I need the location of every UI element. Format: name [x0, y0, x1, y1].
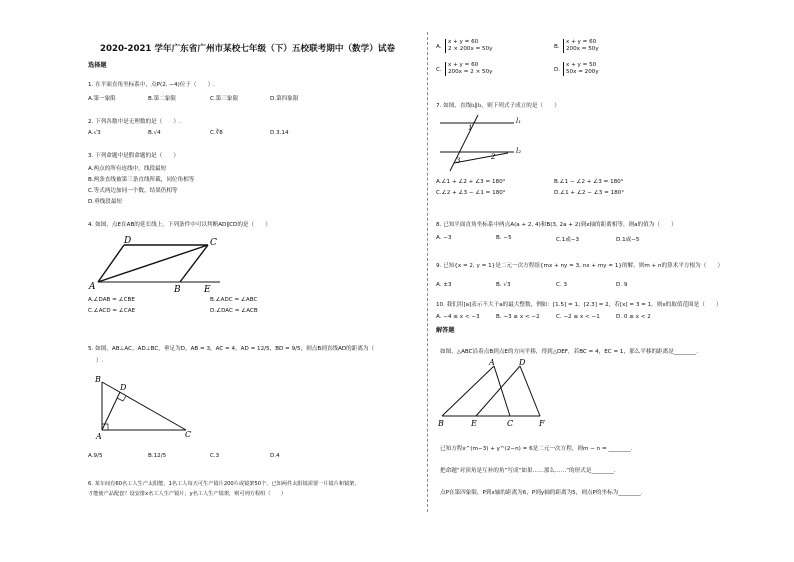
q8-option-b: B. −5 [496, 235, 512, 241]
q6-option-b-letter: B. [554, 44, 560, 50]
q6-c-eq1: x + y = 60 [448, 62, 479, 68]
q6-a-eq2: 2 × 200x = 50y [448, 46, 493, 52]
q3-option-c: C.等式两边加同一个数，结果仍相等 [88, 188, 178, 194]
q2-option-a: A.√3 [88, 130, 101, 136]
q10-option-a: A. −4 ≤ x < −3 [436, 314, 480, 320]
q4-figure [88, 232, 228, 294]
q8-option-c: C.1或−3 [556, 237, 580, 243]
q5-figure [92, 374, 202, 442]
q6-d-eq1: x + y = 50 [566, 62, 597, 68]
q9-option-d: D. 9 [616, 282, 628, 288]
q2-option-c: C.∛8 [210, 130, 223, 136]
q5-label-b: B [95, 375, 101, 384]
q7-label-l2: l₂ [516, 147, 522, 155]
q4-label-a: A [89, 282, 96, 292]
fill1-label-f: F [539, 419, 545, 428]
q6-a-eq1: x + y = 60 [448, 39, 479, 45]
q6-stem: 6. 某车间有60名工人生产太阳能，1名工人每天可生产镜片200片或镜架50个，已知两件太阳镜需要一片镜片和镜架， [88, 481, 360, 487]
q6-b-eq1: x + y = 60 [566, 39, 597, 45]
fill1-label-e: E [471, 419, 477, 428]
q10-stem: 10. 我们用[a]表示不大于a的最大整数，例如：[1.5] = 1，[2.3] = 2，若[x] = 3 = 1，则x的取值范围是（ ） [436, 302, 722, 308]
q4-option-c: C.∠ACD = ∠CAE [88, 308, 136, 314]
fill4-stem: 点P在第四象限，P到x轴的距离为6，P到y轴的距离为5，则点P的坐标为________. [440, 490, 643, 496]
q6-option-c-letter: C. [436, 67, 442, 73]
q6-option-a-letter: A. [436, 44, 442, 50]
fill1-label-c: C [507, 419, 514, 428]
q9-option-b: B. √3 [496, 282, 511, 288]
q7-option-c: C.∠2 + ∠3 − ∠1 = 180° [436, 190, 506, 196]
q8-option-a: A. −3 [436, 235, 452, 241]
q7-slant-line [454, 153, 508, 163]
q3-option-d: D.垂线段最短 [88, 199, 123, 205]
q4-option-d: D.∠DAC = ∠ACB [210, 308, 258, 314]
page-title: 2020-2021 学年广东省广州市某校七年级（下）五校联考期中（数学）试卷 [100, 44, 396, 54]
q1-option-d: D.第四象限 [270, 96, 299, 102]
fill1-line-ed [476, 366, 520, 416]
q7-label-angle3: 3 [456, 157, 461, 165]
q6-d-eq2: 50x = 200y [566, 69, 599, 75]
fill1-label-a: A [489, 358, 495, 367]
fill1-label-d: D [519, 358, 526, 367]
q7-label-angle1: 1 [468, 124, 473, 132]
q5-stem: 5. 如图，AB⊥AC，AD⊥BC，垂足为D，AB = 3，AC = 4，AD = 12/5，BD = 9/5，则点B到直线AD的距离为（ [88, 346, 375, 352]
fill1-line-ac [494, 366, 510, 416]
q4-label-e: E [204, 285, 211, 294]
fill1-figure [436, 358, 556, 430]
q4-label-c: C [210, 238, 217, 248]
q4-option-b: B.∠ADC = ∠ABC [210, 297, 258, 303]
column-divider [427, 32, 428, 512]
q7-option-a: A.∠1 + ∠2 + ∠3 = 180° [436, 179, 506, 185]
q5-stem-end: ）. [96, 358, 104, 364]
q3-option-b: B.两条直线被第三条直线所截，同位角相等 [88, 177, 195, 183]
q6-stem-end: 才能使产品配套？设安排x名工人生产镜片，y名工人生产镜架，则可列方程组（ ） [88, 491, 287, 497]
q4-line-ac [98, 245, 208, 282]
fill1-line-df [520, 366, 540, 416]
q5-label-a: A [96, 432, 102, 441]
q6-option-d-letter: D. [554, 67, 561, 73]
q7-label-l1: l₁ [516, 117, 522, 125]
q6-c-eq2: 200x = 2 × 50y [448, 69, 493, 75]
q4-line-cb [180, 245, 208, 282]
q6-option-d [563, 62, 599, 76]
fill1-line-ba [442, 366, 494, 416]
q5-option-a: A.9/5 [88, 453, 103, 459]
fill3-stem: 把命题“对顶角是互补的角”写成“如果……那么……”的形式是________. [440, 468, 616, 474]
q1-option-c: C.第三象限 [210, 96, 239, 102]
q6-option-c [445, 62, 492, 76]
q3-stem: 3. 下列命题中是假命题的是（ ） [88, 153, 180, 159]
q3-option-a: A.两点的所有连线中，线段最短 [88, 166, 167, 172]
q10-option-c: C. −2 ≤ x < −1 [556, 314, 600, 320]
q1-option-b: B.第二象限 [148, 96, 176, 102]
q5-option-d: D.4 [270, 453, 280, 459]
fill1-label-b: B [438, 419, 444, 428]
q4-label-d: D [124, 236, 132, 246]
q6-option-b [563, 39, 599, 53]
q7-figure [436, 113, 526, 173]
q6-b-eq2: 200x = 50y [566, 46, 599, 52]
q5-line-bc [102, 382, 186, 430]
q4-stem: 4. 如图，点E在AB的延长线上，下列条件中可以判断AD∥CD的是（ ） [88, 222, 271, 228]
q6-option-a [445, 39, 492, 53]
section-choice: 选择题 [88, 62, 107, 69]
q10-option-b: B. −3 ≤ x < −2 [496, 314, 540, 320]
q5-option-b: B.12/5 [148, 453, 167, 459]
q7-label-angle2: 2 [491, 153, 496, 161]
q5-label-c: C [185, 430, 192, 439]
q2-stem: 2. 下列各数中是无理数的是（ ）. [88, 119, 181, 125]
q1-stem: 1. 在平面直角坐标系中，点P(2, −4)位于（ ）. [88, 82, 216, 88]
q7-option-d: D.∠1 + ∠2 − ∠3 = 180° [554, 190, 625, 196]
fill1-stem: 如图，△ABC沿着点B到点E的方向平移，得到△DEF，若BC = 4，EC = 1，那么平移的距离是________. [440, 349, 698, 355]
q9-stem: 9. 已知{x = 2, y = 1}是二元一次方程组{mx + ny = 3, nx + my = 1}的解，则m + n的算术平方根为（ ） [436, 263, 724, 269]
fill2-stem: 已知方程x^(m−3) + y^(2−n) = 6是二元一次方程，则m − n = ________. [440, 446, 633, 452]
q4-line-ad [98, 245, 124, 282]
q7-option-b: B.∠1 − ∠2 + ∠3 = 180° [554, 179, 624, 185]
q7-stem: 7. 如图，直线l₁∥l₂，则下列式子成立的是（ ） [436, 103, 560, 109]
q2-option-b: B.√4 [148, 130, 161, 136]
q8-stem: 8. 已知平面直角坐标系中两点A(a + 2, 4)和B(3, 2a + 2)到x轴的距离相等，则a的值为（ ） [436, 222, 677, 228]
q5-right-angle-d [117, 396, 126, 401]
q4-label-b: B [174, 285, 181, 294]
q10-option-d: D. 0 ≤ x < 2 [616, 314, 651, 320]
q5-label-d: D [120, 383, 127, 392]
q8-option-d: D.1或−5 [616, 237, 640, 243]
q9-option-c: C. 3 [556, 282, 568, 288]
q9-option-a: A. ±3 [436, 282, 452, 288]
q5-option-c: C.3 [210, 453, 220, 459]
section-answer: 解答题 [436, 327, 455, 334]
q4-option-a: A.∠DAB = ∠CBE [88, 297, 135, 303]
q1-option-a: A.第一象限 [88, 96, 116, 102]
q2-option-d: D.3.14 [270, 130, 289, 136]
